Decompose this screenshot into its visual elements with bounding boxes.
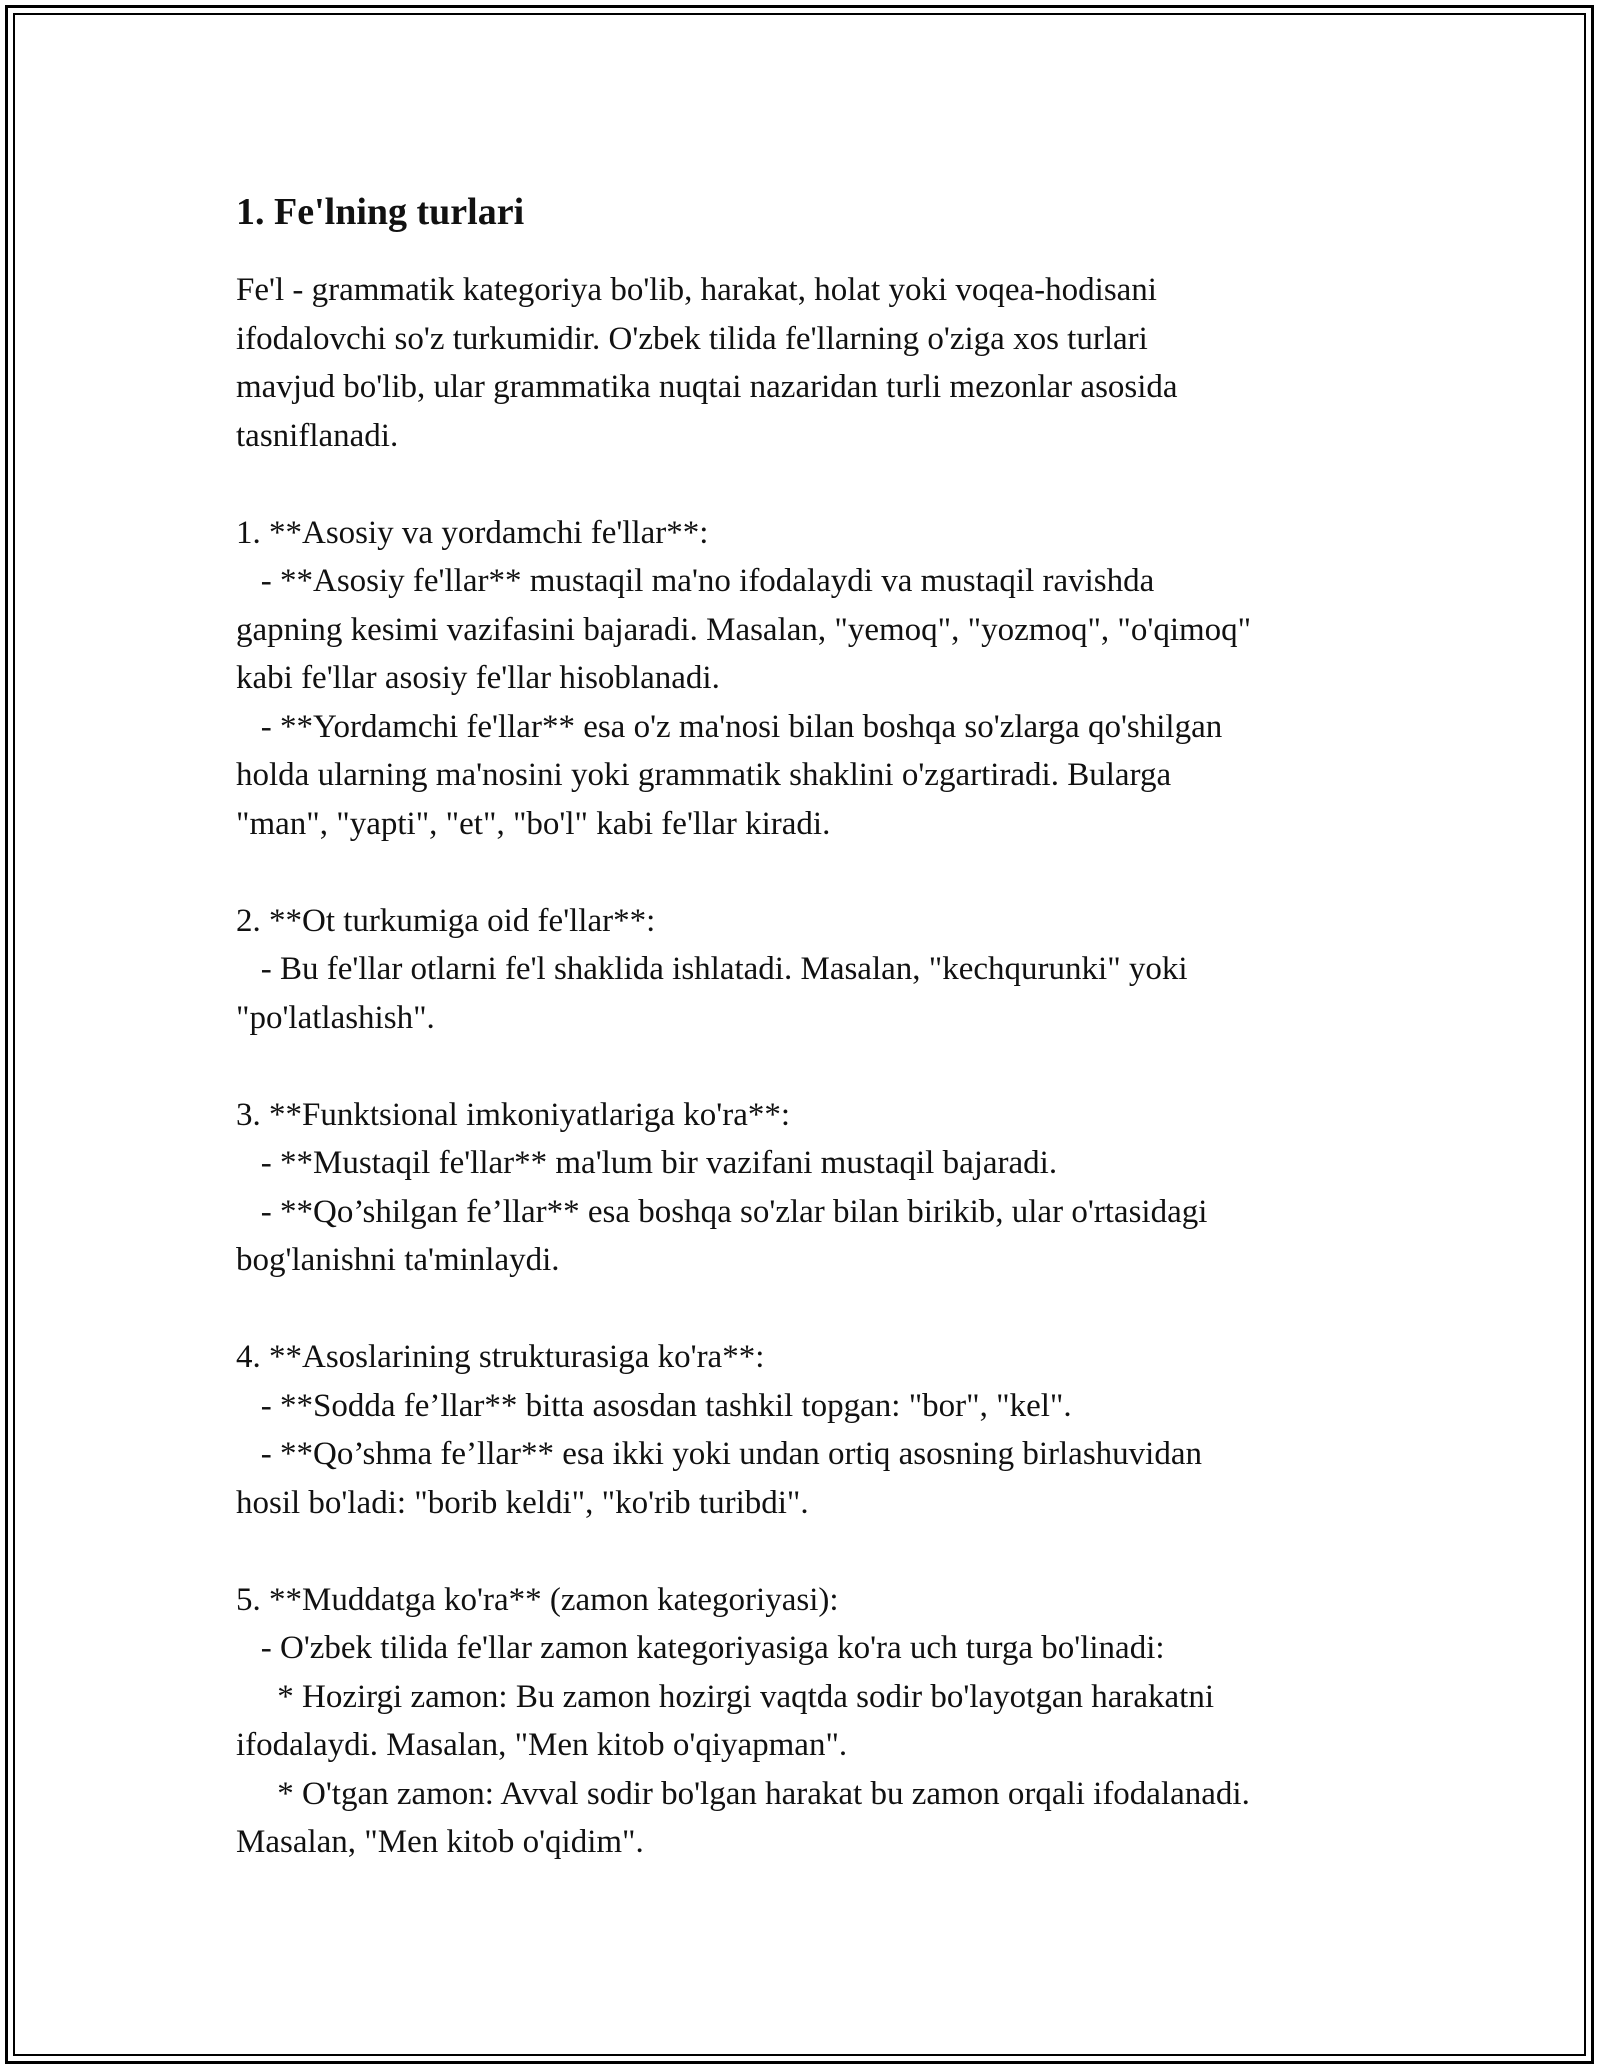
document-body: Fe'l - grammatik kategoriya bo'lib, harakat, holat yoki voqea-hodisani ifodalovchi so'z turkumidir. O'zbek tilida fe'llarning o'ziga xos turlari mavjud bo'lib, ular grammatika nuqtai nazaridan turli mezonlar asosida tasniflanadi. 1. **Asosiy va yordamchi fe'llar**: - **Asosiy fe'llar** mustaqil ma'no ifodalaydi va mustaqil ravishda gapning kesimi vazifasini bajaradi. Masalan, "yemoq", "yozmoq", "o'qimoq" kabi fe'llar asosiy fe'llar hisoblanadi. - **Yordamchi fe'llar** esa o'z ma'nosi bilan boshqa so'zlarga qo'shilgan holda ularning ma'nosini yoki grammatik shaklini o'zgartiradi. Bularga "man", "yapti", "et", "bo'l" kabi fe'llar kiradi. 2. **Ot turkumiga oid fe'llar**: - Bu fe'llar otlarni fe'l shaklida ishlatadi. Masalan, "kechqurunki" yoki "po'latlashish". 3. **Funktsional imkoniyatlariga ko'ra**: - **Mustaqil fe'llar** ma'lum bir vazifani mustaqil bajaradi. - **Qo’shilgan fe’llar** esa boshqa so'zlar bilan birikib, ular o'rtasidagi bog'lanishni ta'minlaydi. 4. **Asoslarining strukturasiga ko'ra**: - **Sodda fe’llar** bitta asosdan tashkil topgan: "bor", "kel". - **Qo’shma fe’llar** esa ikki yoki undan ortiq asosning birlashuvidan hosil bo'ladi: "borib keldi", "ko'rib turibdi". 5. **Muddatga ko'ra** (zamon kategoriyasi): - O'zbek tilida fe'llar zamon kategoriyasiga ko'ra uch turga bo'linadi: * Hozirgi zamon: Bu zamon hozirgi vaqtda sodir bo'layotgan harakatni ifodalaydi. Masalan, "Men kitob o'qiyapman". * O'tgan zamon: Avval sodir bo'lgan harakat bu zamon orqali ifodalanadi. Masalan, "Men kitob o'qidim". [236,272,1252,1860]
document-heading: 1. Fe'lning turlari [236,191,525,233]
document-content [236,188,1386,1867]
